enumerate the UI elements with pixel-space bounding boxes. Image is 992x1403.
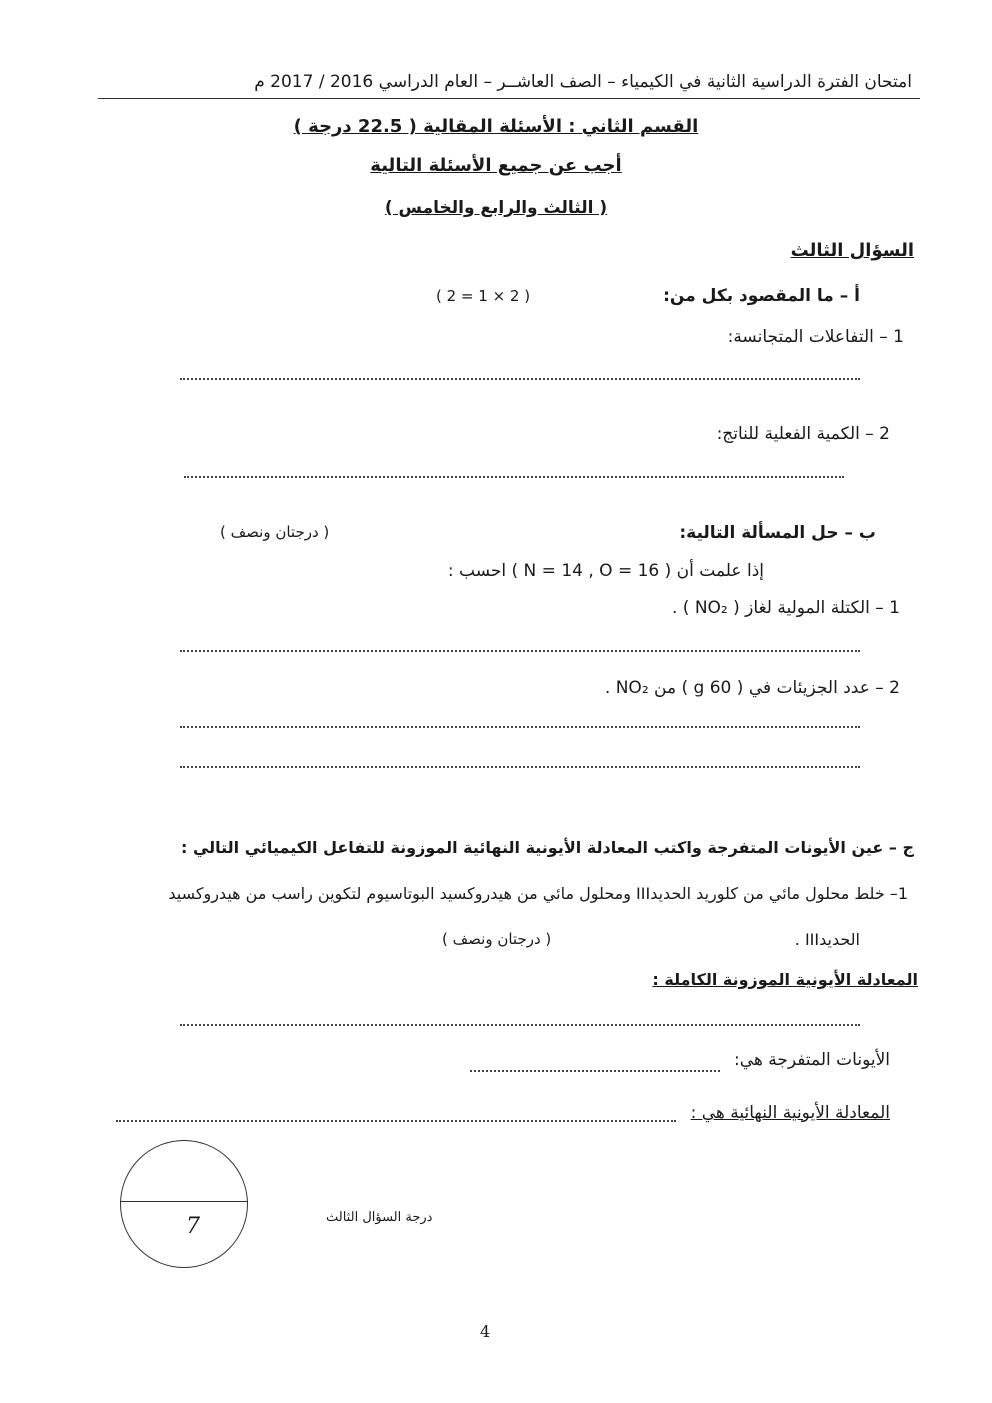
part-b-given: إذا علمت أن ( N = 14 , O = 16 ) احسب : — [447, 561, 764, 581]
part-b-heading: ب – حل المسألة التالية: — [679, 523, 876, 543]
full-ionic-equation-label: المعادلة الأيونية الموزونة الكاملة : — [652, 970, 918, 989]
answer-line[interactable] — [180, 650, 860, 652]
section-title: القسم الثاني : الأسئلة المقالية ( 22.5 درجة ) — [293, 116, 699, 137]
section-instruction: أجب عن جميع الأسئلة التالية — [370, 155, 622, 176]
part-b-marks: ( درجتان ونصف ) — [220, 523, 330, 541]
part-a-marks: ( 2 = 1 × 2 ) — [436, 287, 531, 305]
answer-line[interactable] — [180, 726, 860, 728]
section-sub: ( الثالث والرابع والخامس ) — [384, 198, 608, 218]
answer-line[interactable] — [470, 1070, 720, 1072]
answer-line[interactable] — [180, 378, 860, 380]
grade-circle — [120, 1140, 248, 1268]
answer-line[interactable] — [116, 1120, 676, 1122]
grade-value: 7 — [186, 1214, 200, 1239]
answer-line[interactable] — [184, 476, 844, 478]
grade-circle-divider — [120, 1201, 248, 1202]
part-a-item-1: 1 – التفاعلات المتجانسة: — [727, 327, 904, 347]
part-a-heading: أ – ما المقصود بكل من: — [663, 286, 860, 306]
part-b-item-1: 1 – الكتلة المولية لغاز ( NO₂ ) . — [671, 598, 900, 618]
question-title: السؤال الثالث — [790, 240, 914, 261]
part-a-item-2: 2 – الكمية الفعلية للناتج: — [716, 424, 890, 444]
answer-line[interactable] — [180, 1024, 860, 1026]
grade-label: درجة السؤال الثالث — [326, 1210, 433, 1225]
exam-header: امتحان الفترة الدراسية الثانية في الكيمياء – الصف العاشــر – العام الدراسي 2016 / 2017 م — [254, 72, 912, 92]
net-ionic-equation-label: المعادلة الأيونية النهائية هي : — [690, 1103, 890, 1123]
part-c-marks: ( درجتان ونصف ) — [442, 930, 552, 948]
part-c-item-1-line-2: الحديدIII . — [794, 930, 860, 949]
part-c-item-1-line-1: 1– خلط محلول مائي من كلوريد الحديدIII ومحلول مائي من هيدروكسيد البوتاسيوم لتكوين راسب من هيدروكسيد — [168, 884, 908, 903]
part-b-item-2: 2 – عدد الجزيئات في ( 60 g ) من NO₂ . — [604, 678, 900, 698]
part-c-heading: ج – عين الأيونات المتفرجة واكتب المعادلة الأيونية النهائية الموزونة للتفاعل الكيميائي التالي : — [180, 838, 914, 857]
header-rule — [98, 98, 920, 99]
page-number: 4 — [480, 1322, 491, 1341]
answer-line[interactable] — [180, 766, 860, 768]
spectator-ions-label: الأيونات المتفرجة هي: — [734, 1050, 890, 1070]
